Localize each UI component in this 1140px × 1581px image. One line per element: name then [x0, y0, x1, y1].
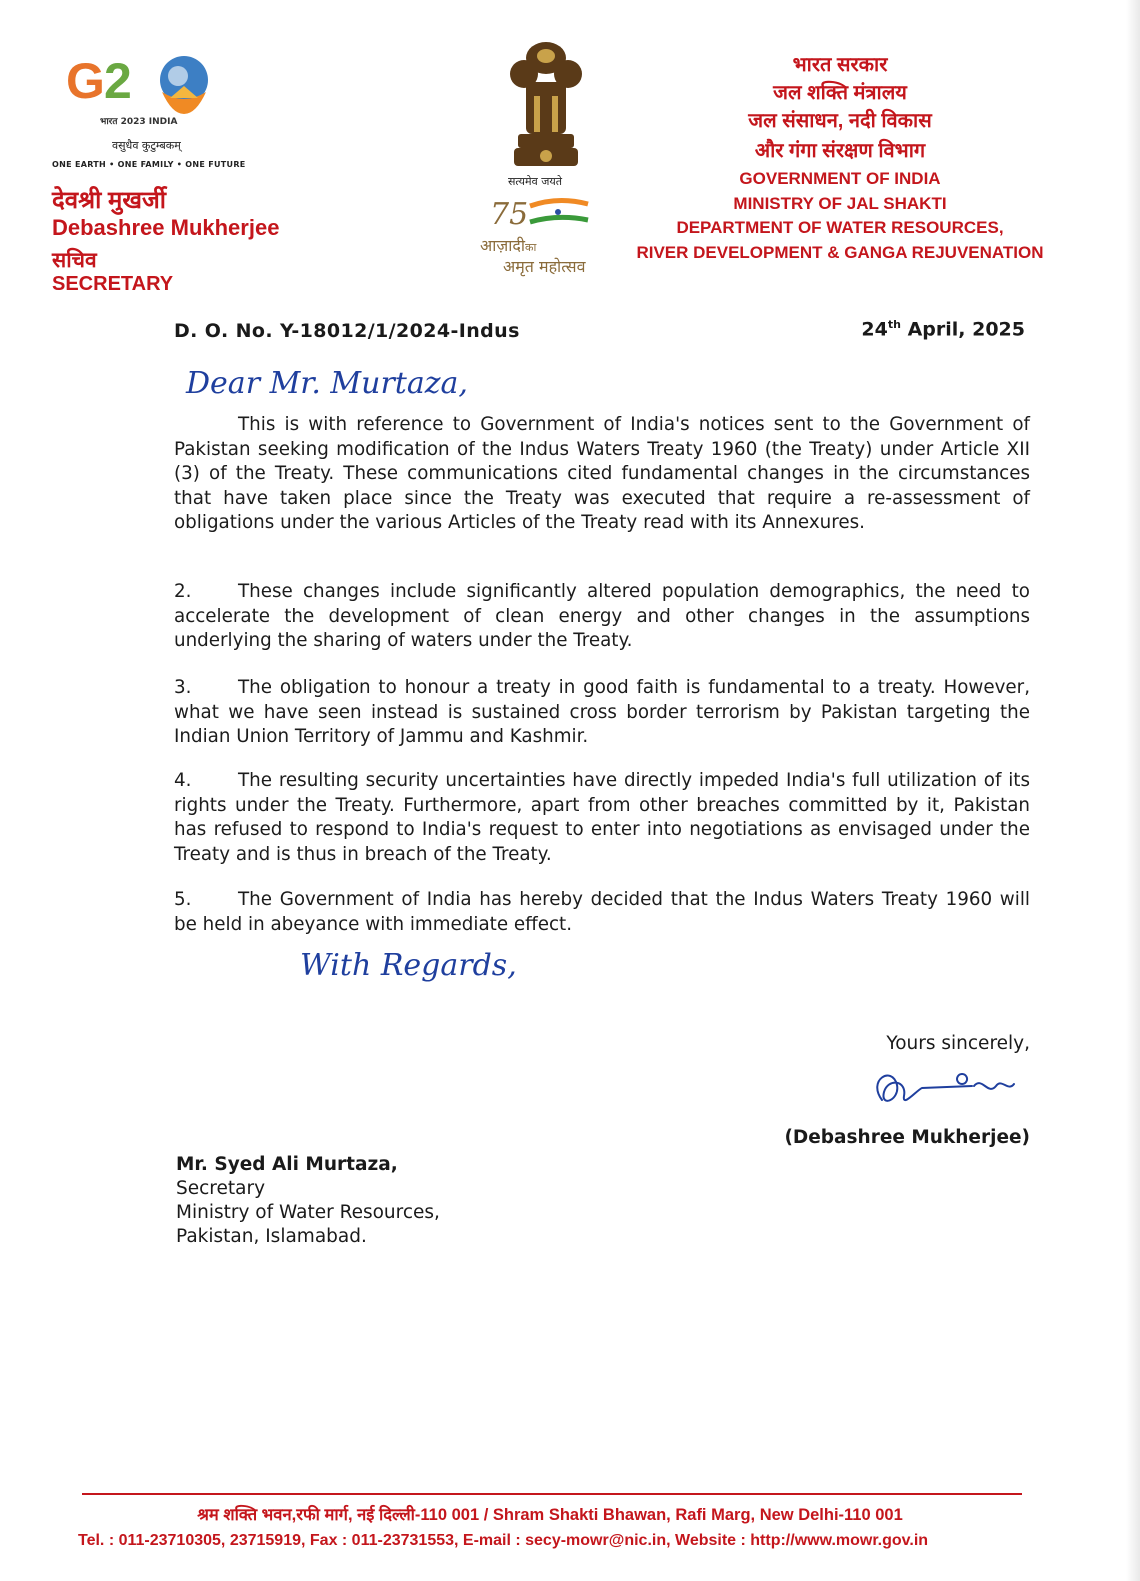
emblem-motto: सत्यमेव जयते: [508, 175, 563, 188]
ministry-english-line-2: MINISTRY OF JAL SHAKTI: [733, 194, 947, 213]
paragraph-number: 3.: [174, 677, 192, 698]
ministry-hindi-line-3: जल संसाधन, नदी विकास: [748, 110, 932, 132]
paragraph-3: 3. The obligation to honour a treaty in good faith is fundamental to a treaty. However, what we have seen instead is sustained cross border terrorism by Pakistan targeting the Indian Union Territory of Jammu and Kashmir.: [174, 677, 1030, 747]
paragraph-number: 2.: [174, 581, 192, 602]
paragraph-5: 5. The Government of India has hereby decided that the Indus Waters Treaty 1960 will be held in abeyance with immediate effect.: [174, 889, 1030, 935]
addressee-name: Mr. Syed Ali Murtaza,: [176, 1154, 398, 1175]
handwritten-closing: With Regards,: [300, 948, 517, 983]
paragraph-2: 2. These changes include significantly altered population demographics, the need to accelerate the development of clean energy and other changes in the assumptions underlying the sharing of waters under the Treaty.: [174, 581, 1030, 651]
paragraph-number: 4.: [174, 770, 192, 791]
paragraph-number: 5.: [174, 889, 192, 910]
signatory-name: (Debashree Mukherjee): [784, 1127, 1030, 1148]
letter-date: 24th April, 2025: [861, 318, 1025, 341]
ministry-hindi-line-1: भारत सरकार: [792, 54, 888, 76]
national-emblem-icon: [500, 38, 592, 173]
officer-name-english: Debashree Mukherjee: [52, 215, 280, 240]
azadi-line-1: आज़ादीका: [480, 236, 537, 255]
g20-motto: ONE EARTH • ONE FAMILY • ONE FUTURE: [52, 160, 246, 169]
designation-english: SECRETARY: [52, 273, 174, 295]
officer-name-hindi: देवश्री मुखर्जी: [52, 187, 166, 214]
addressee-organization: Ministry of Water Resources,: [176, 1202, 440, 1223]
addressee-location: Pakistan, Islamabad.: [176, 1226, 367, 1247]
handwritten-salutation: Dear Mr. Murtaza,: [186, 366, 468, 401]
footer-address: श्रम शक्ति भवन,रफी मार्ग, नई दिल्ली-110 001 / Shram Shakti Bhawan, Rafi Marg, New Delhi-110 001: [197, 1506, 903, 1524]
complimentary-close: Yours sincerely,: [886, 1033, 1030, 1054]
footer-contact: Tel. : 011-23710305, 23715919, Fax : 011-23731553, E-mail : secy-mowr@nic.in, Website : http://www.mowr.gov.in: [78, 1532, 929, 1549]
azadi-line-2: अमृत महोत्सव: [503, 257, 586, 276]
paragraph-1: This is with reference to Government of India's notices sent to the Government of Pakistan seeking modification of the Indus Waters Treaty 1960 (the Treaty) under Article XII (3) of the Treaty. These communications cited fundamental changes in the circumstances that have taken place since the Treaty was executed that require a re-assessment of obligations under the various Articles of the Treaty read with its Annexures.: [174, 414, 1030, 533]
page-edge-shadow: [1126, 0, 1140, 1581]
g20-year-line: भारत 2023 INDIA: [100, 117, 178, 127]
ministry-english-line-4: RIVER DEVELOPMENT & GANGA REJUVENATION: [636, 243, 1044, 262]
signature: [862, 1060, 1022, 1120]
svg-text:2: 2: [104, 53, 132, 109]
do-number: D. O. No. Y-18012/1/2024-Indus: [174, 320, 520, 342]
svg-text:75: 75: [490, 197, 529, 232]
addressee-title: Secretary: [176, 1178, 266, 1199]
svg-text:G: G: [66, 53, 105, 109]
ministry-english-line-1: GOVERNMENT OF INDIA: [739, 169, 941, 188]
g20-sanskrit-motto: वसुधैव कुटुम्बकम्: [112, 139, 181, 152]
ministry-english-line-3: DEPARTMENT OF WATER RESOURCES,: [676, 218, 1004, 237]
designation-hindi: सचिव: [52, 249, 97, 272]
ministry-hindi-line-2: जल शक्ति मंत्रालय: [773, 82, 907, 104]
footer-divider: [82, 1493, 1022, 1495]
paragraph-4: 4. The resulting security uncertainties have directly impeded India's full utilization of its rights under the Treaty. Furthermore, apart from other breaches committed by it, Pakistan has refused to respond to India's request to enter into negotiations as envisaged under the Treaty and is thus in breach of the Treaty.: [174, 770, 1030, 865]
ministry-hindi-line-4: और गंगा संरक्षण विभाग: [754, 140, 926, 162]
